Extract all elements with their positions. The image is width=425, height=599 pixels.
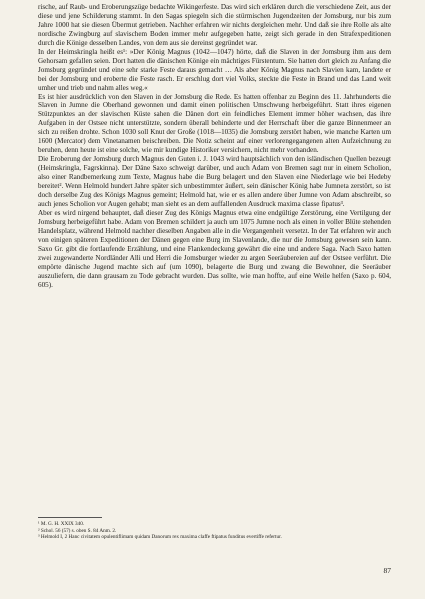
page-number: 87: [383, 566, 391, 575]
paragraph-5: Aber es wird nirgend behauptet, daß dieser Zug des Königs Magnus etwa eine endgültige Zerstörung, eine Vertilgung der Jomsburg herbeigeführt habe. Adam von Bremen schildert ja auch um 1075 Jumne noch als einen in voller Blüte stehenden Handelsplatz, während Helmold nachher dieselben Angaben alle in die Vergangenheit versetzt. In der Tat erfahren wir auch von einigen späteren Expeditionen der Dänen gegen eine Burg im Slavenlande, die nur die Jomsburg gewesen sein kann. Saxo Gr. gibt die fortlaufende Erzählung, und eine Flankendeckung gewährt die eine und andere Saga. Nach Saxo hatten zwei zugewanderte Nordländer Alli und Herri die Jomsburger wieder zu argen Seeräubereien auf der Ostsee verführt. Die empörte dänische Jugend machte sich auf (um 1090), belagerte die Burg und zwang die Bewohner, die Seeräuber auszuliefern, die dann grausam zu Tode gebracht wurden. Das sollte, wie man hoffte, auf eine Weile helfen (Saxo p. 604, 605).: [38, 208, 391, 289]
paragraph-4: Die Eroberung der Jomsburg durch Magnus den Guten i. J. 1043 wird hauptsächlich von den isländischen Quellen bezeugt (Heimskringla, Fagrskinna). Der Däne Saxo schweigt darüber, und auch Adam von Bremen sagt nur in einem Scholion, also einer Randbemerkung zum Texte, Magnus habe die Burg belagert und den Slaven eine Niederlage wie bei Hedeby bereitet². Wenn Helmold hundert Jahre später sich unbestimmter äußert, sein dänischer König habe Jumneta zerstört, so ist doch derselbe Zug des Königs Magnus gemeint; Helmold hat, wie er es allen andere über Jumne von Adam abschreibt, so auch jenes Scholion vor Augen gehabt; man sieht es an dem auffallenden Ausdruck maxima classe fipatus³.: [38, 155, 391, 208]
paragraph-3: Es ist hier ausdrücklich von den Slaven in der Jomsburg die Rede. Es hatten offenbar zu Beginn des 11. Jahrhunderts die Slaven in Jumne die Oberhand gewonnen und damit einen politischen Umschwung herbeigeführt. Statt ihres eigenen Stützpunktes an der slavischen Küste sahen die Dänen dort ein feindliches Element immer höher wachsen, das ihre Aufgaben in der Ostsee nicht unterstützte, sondern überall behinderte und der Herrschaft über die ganze Binnenmeer an sich zu reißen drohte. Schon 1030 soll Knut der Große (1018—1035) die Jomsburg zerstört haben, wie manche Karten um 1600 (Mercator) dem Vinetanamen beischreiben. Die Notiz scheint auf einer verlorengegangenen alten Aufzeichnung zu beruhen, denn heute ist eine solche, wie mir kundige Historiker versichern, nicht mehr vorhanden.: [38, 92, 391, 155]
footnote-3: ³ Helmold I, 2 Hanc civitatem opulentiflimam quidam Danorum rex maxima claffe ftipatus funditus evertiffe refertur.: [38, 534, 282, 541]
footnote-rule: [38, 517, 102, 518]
main-text: [38, 3, 391, 290]
footnote-2: ² Schol. 56 (57) s. oben S. 84 Anm. 2.: [38, 527, 117, 534]
footnotes: [38, 517, 391, 541]
paragraph-2: In der Heimskringla heißt es¹: »Der König Magnus (1042—1047) hörte, daß die Slaven in der Jomsburg ihm aus dem Gehorsam gefallen seien. Dort hatten die dänischen Könige ein mächtiges Fürstentum. Sie hatten dort gleich zu Anfang die Jomsburg gegründet und eine sehr starke Feste daraus gemacht … Als aber König Magnus nach Slavien kam, landete er bei der Jomsburg und eroberte die Feste rasch. Er erschlug dort viel Volks, steckte die Feste in Brand und das Land weit umher und trieb und nahm alles weg.«: [38, 47, 391, 92]
paragraph-1: rische, auf Raub- und Eroberungszüge bedachte Wikingerfeste. Das wird sich erklären durch die verschiedene Zeit, aus der diese und jene Schilderung stammt. In den Sagas spiegeln sich die stürmischen Jugendzeiten der Jomsburg, nur bis zum Jahre 1000 hat sie diesen Übermut getrieben. Nachher erfahren wir nichts dergleichen mehr. Und daß sie ihre Rolle als alte nordische Zwingburg auf slavischem Boden immer mehr aufgegeben hatte, zeigt sich gerade in den Strafexpeditionen durch die Könige desselben Landes, von dem aus sie dereinst gegründet war.: [38, 3, 391, 47]
footnote-1: ¹ M. G. H. XXIX 340.: [38, 521, 85, 527]
